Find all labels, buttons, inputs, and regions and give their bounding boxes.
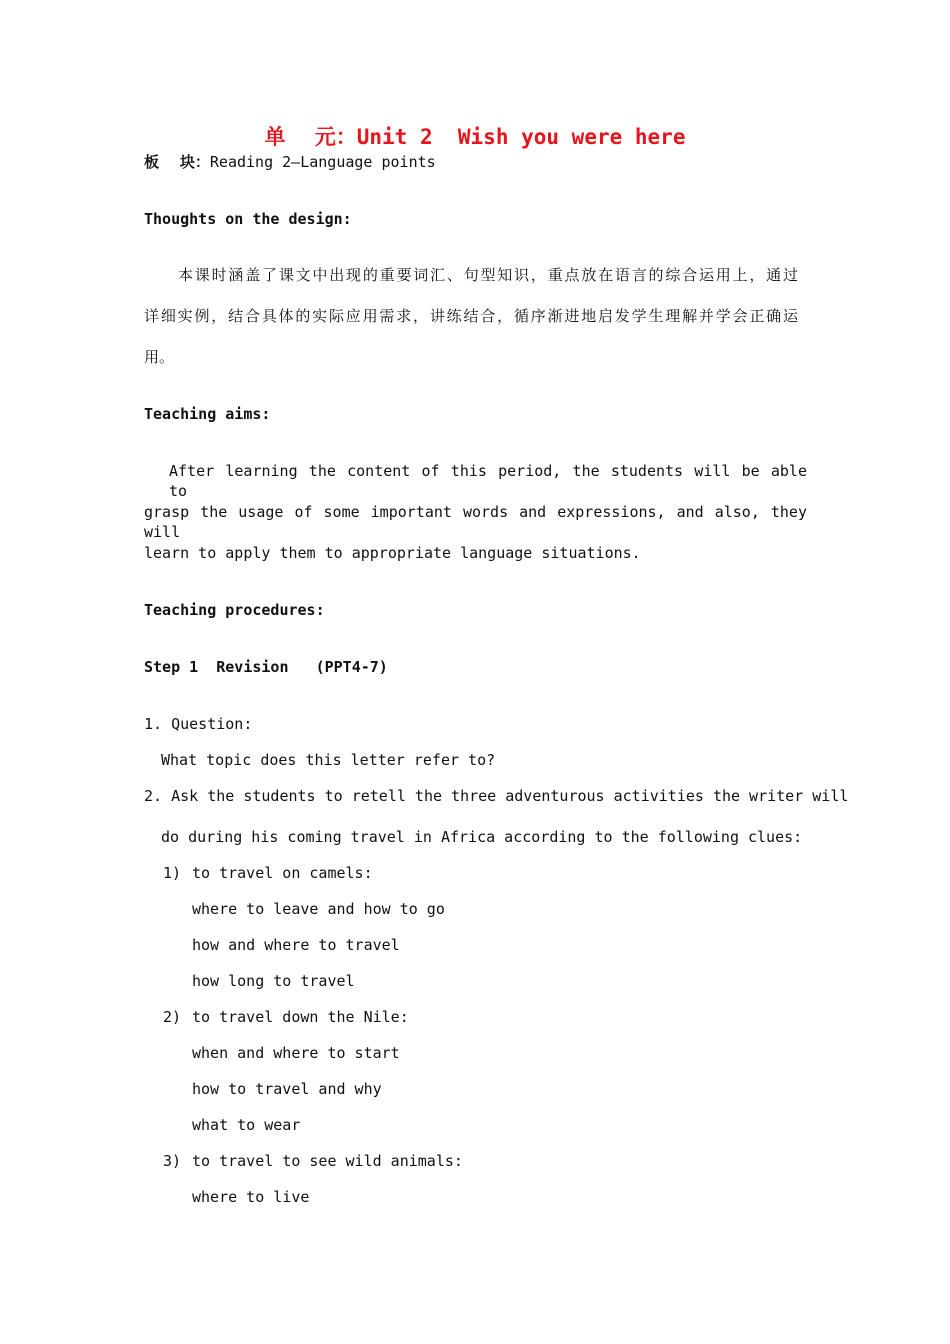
module-line [144,152,436,172]
clue-3-title: to travel to see wild animals: [192,1152,463,1170]
clue-1-label: 1) [163,864,182,882]
unit-label: 单 元： [264,125,357,149]
procedures-heading: Teaching procedures: [144,601,325,619]
clue-1-title: to travel on camels: [192,864,373,882]
unit-title-text: Unit 2 Wish you were here [356,125,686,149]
module-value: Reading 2—Language points [209,153,436,171]
design-heading: Thoughts on the design: [144,210,352,228]
clue-3-item: where to live [192,1188,310,1206]
clue-2-item: what to wear [192,1116,301,1134]
unit-title [0,122,950,152]
design-line-3: 用。 [144,348,175,366]
clue-2-item: how to travel and why [192,1080,382,1098]
aims-line-3: learn to apply them to appropriate language situations. [144,544,641,562]
clue-3-label: 3) [163,1152,182,1170]
clue-2-title: to travel down the Nile: [192,1008,409,1026]
design-line-2: 详细实例，结合具体的实际应用需求，讲练结合，循序渐进地启发学生理解并学会正确运 [144,307,798,325]
question-1-text: What topic does this letter refer to? [161,751,496,769]
clue-1-item: where to leave and how to go [192,900,445,918]
step1-heading: Step 1 Revision (PPT4-7) [144,658,388,676]
clue-1-item: how and where to travel [192,936,400,954]
aims-heading: Teaching aims: [144,405,271,423]
aims-line-1: After learning the content of this period, the students will be able to [169,462,807,500]
design-line-1: 本课时涵盖了课文中出现的重要词汇、句型知识，重点放在语言的综合运用上，通过 [178,266,798,284]
question-1: 1. Question: [144,715,253,733]
question-2-line-1: 2. Ask the students to retell the three adventurous activities the writer will [144,787,849,805]
module-label: 板 块： [144,153,210,171]
clue-2-item: when and where to start [192,1044,400,1062]
clue-1-item: how long to travel [192,972,355,990]
clue-2-label: 2) [163,1008,182,1026]
question-2-line-2: do during his coming travel in Africa according to the following clues: [161,828,803,846]
aims-line-2: grasp the usage of some important words and expressions, and also, they will [144,503,807,541]
